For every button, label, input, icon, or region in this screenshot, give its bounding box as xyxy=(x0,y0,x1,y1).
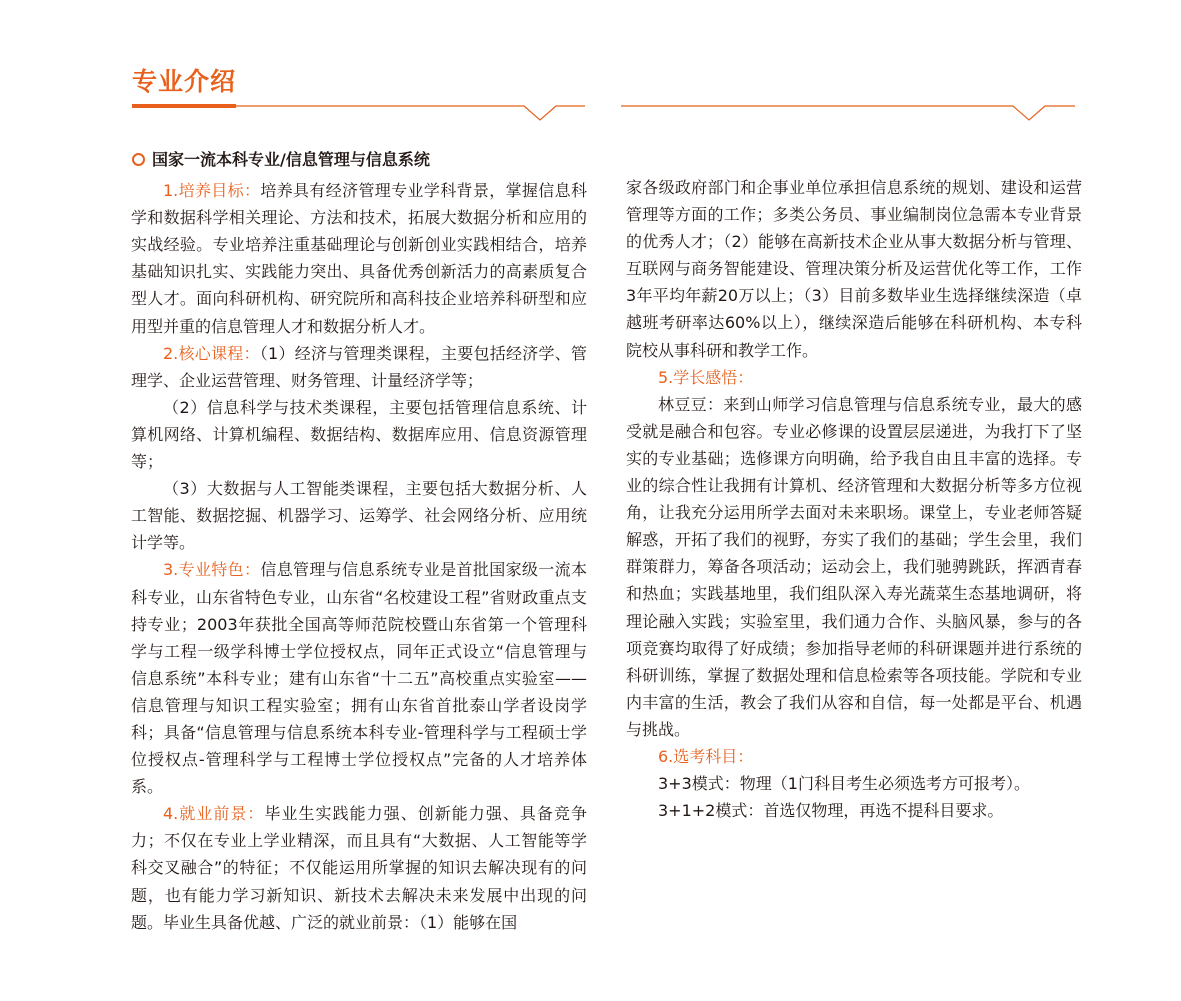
feature-text: 信息管理与信息系统专业是首批国家级一流本科专业，山东省特色专业，山东省“名校建设工程”省财政重点支持专业；2003年获批全国高等师范院校暨山东省第一个管理科学与工程一级学科博士学位授权点，同年正式设立“信息管理与信息系统”本科专业；建有山东省“十二五”高校重点实验室——信息管理与知识工程实验室；拥有山东省首批泰山学者设岗学科；具备“信息管理与信息系统本科专业-管理科学与工程硕士学位授权点-管理科学与工程博士学位授权点”完备的人才培养体系。 xyxy=(131,560,587,797)
career-label: 4.就业前景： xyxy=(163,804,265,824)
subject-label: 6.选考科目： xyxy=(658,746,754,766)
right-column xyxy=(626,174,1082,824)
feature-label: 3.专业特色： xyxy=(163,560,261,580)
feature-paragraph xyxy=(131,556,587,800)
header-divider xyxy=(0,95,1181,125)
right-divider-line xyxy=(621,106,1075,120)
insight-paragraph: 林豆豆：来到山师学习信息管理与信息系统专业，最大的感受就是融合和包容。专业必修课的设置层层递进，为我打下了坚实的专业基础；选修课方向明确，给予我自由且丰富的选择。专业的综合性让我拥有计算机、经济管理和大数据分析等多方位视角，让我充分运用所学去面对未来职场。课堂上，专业老师答疑解惑，开拓了我们的视野，夯实了我们的基础；学生会里，我们群策群力，筹备各项活动；运动会上，我们驰骋跳跃，挥洒青春和热血；实践基地里，我们组队深入寿光蔬菜生态基地调研，将理论融入实践；实验室里，我们通力合作、头脑风暴，参与的各项竞赛均取得了好成绩；参加指导老师的科研课题并进行系统的科研训练，掌握了数据处理和信息检索等各项技能。学院和专业内丰富的生活，教会了我们从容和自信，每一处都是平台、机遇与挑战。 xyxy=(626,394,1082,739)
page-title: 专业介绍 xyxy=(132,67,237,96)
title-underline-accent xyxy=(132,104,236,108)
career-text: 毕业生实践能力强、创新能力强、具备竞争力；不仅在专业上学业精深，而且具有“大数据、人工智能等学科交叉融合”的特征；不仅能运用所掌握的知识去解决现有的问题，也有能力学习新知识、新技术去解决未来发展中出现的问题。毕业生具备优越、广泛的就业前景：（1）能够在国 xyxy=(131,804,587,932)
career-paragraph xyxy=(131,800,587,935)
core-label: 2.核心课程： xyxy=(163,343,260,363)
section-heading-text: 国家一流本科专业/信息管理与信息系统 xyxy=(152,150,430,169)
core-paragraph-3: （3）大数据与人工智能类课程，主要包括大数据分析、人工智能、数据挖掘、机器学习、运筹学、社会网络分析、应用统计学等。 xyxy=(131,479,587,553)
left-divider-line xyxy=(236,106,585,120)
section-heading xyxy=(131,146,587,173)
goal-paragraph xyxy=(131,177,587,340)
insight-label: 5.学长感悟： xyxy=(658,367,754,387)
left-column xyxy=(131,146,587,936)
core-paragraph-1 xyxy=(131,340,587,394)
goal-label: 1.培养目标： xyxy=(163,181,261,201)
circle-bullet-icon xyxy=(132,153,145,166)
subject-line-1: 3+3模式：物理（1门科目考生必须选考方可报考）。 xyxy=(658,774,1030,794)
core-paragraph-2: （2）信息科学与技术类课程，主要包括管理信息系统、计算机网络、计算机编程、数据结构、数据库应用、信息资源管理等； xyxy=(131,397,587,472)
goal-text: 培养具有经济管理专业学科背景，掌握信息科学和数据科学相关理论、方法和技术，拓展大数据分析和应用的实战经验。专业培养注重基础理论与创新创业实践相结合，培养基础知识扎实、实践能力突出、具备优秀创新活力的高素质复合型人才。面向科研机构、研究院所和高科技企业培养科研型和应用型并重的信息管理人才和数据分析人才。 xyxy=(131,181,587,336)
core-text-1: （1）经济与管理类课程，主要包括经济学、管理学、企业运营管理、财务管理、计量经济学等； xyxy=(131,343,587,390)
career-continued-paragraph: 家各级政府部门和企事业单位承担信息系统的规划、建设和运营管理等方面的工作；多类公务员、事业编制岗位急需本专业背景的优秀人才；（2）能够在高新技术企业从事大数据分析与管理、互联网与商务智能建设、管理决策分析及运营优化等工作，工作3年平均年薪20万以上；（3）目前多数毕业生选择继续深造（卓越班考研率达60%以上），继续深造后能够在科研机构、本专科院校从事科研和教学工作。 xyxy=(626,178,1082,360)
subject-line-2: 3+1+2模式：首选仅物理，再选不提科目要求。 xyxy=(658,801,1004,821)
